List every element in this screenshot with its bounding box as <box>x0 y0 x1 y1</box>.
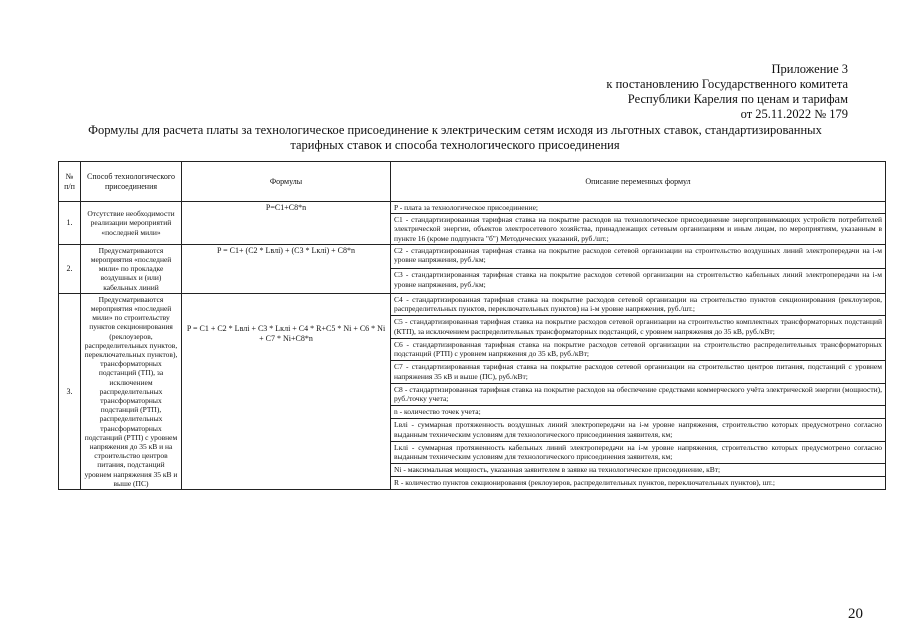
row-1-formula: P=C1+C8*n <box>182 202 391 245</box>
header-num: № п/п <box>59 162 81 202</box>
appendix-line-3: Республики Карелия по ценам и тарифам <box>627 92 848 106</box>
row-3-desc-1: C4 - стандартизированная тарифная ставка на покрытие расходов сетевой организации на строительство пунктов секционирования (реклоузеров, распределительных пунктов, переключательных пунктов) на i-м уровне напряжения, руб./шт.; <box>391 293 886 316</box>
appendix-line-2: к постановлению Государственного комитета <box>606 77 848 91</box>
document-title <box>40 123 870 153</box>
row-3-desc-4: C7 - стандартизированная тарифная ставка на покрытие расходов сетевой организации на строительство центров питания, подстанций с уровнем напряжения 35 кВ и выше (ПС), руб./кВт; <box>391 361 886 384</box>
row-1-num: 1. <box>59 202 81 245</box>
row-3-desc-10: R - количество пунктов секционирования (реклоузеров, распределительных пунктов, переключательных пунктов), шт.; <box>391 477 886 490</box>
row-2-formula: P = C1+ (C2 * Lвлi) + (C3 * Lклi) + C8*n <box>182 244 391 293</box>
formulas-table <box>58 161 886 490</box>
row-2-method: Предусматриваются мероприятия «последней мили» по прокладке воздушных и (или) кабельных линий <box>81 244 182 293</box>
row-3-desc-6: n - количество точек учета; <box>391 406 886 419</box>
table-header-row <box>59 162 886 202</box>
table-row <box>59 244 886 269</box>
appendix-reference <box>488 62 848 122</box>
row-3-desc-9: Ni - максимальная мощность, указанная заявителем в заявке на технологическое присоединение, кВт; <box>391 464 886 477</box>
document-title-line-2: тарифных ставок и способа технологического присоединения <box>290 138 620 152</box>
row-2-num: 2. <box>59 244 81 293</box>
table-row <box>59 202 886 214</box>
table-row <box>59 293 886 316</box>
document-title-line-1: Формулы для расчета платы за технологическое присоединение к электрическим сетям исходя из льготных ставок, стандартизированных <box>88 123 822 137</box>
row-3-num: 3. <box>59 293 81 489</box>
header-description: Описание переменных формул <box>391 162 886 202</box>
row-3-desc-5: C8 - стандартизированная тарифная ставка на покрытие расходов на обеспечение средствами коммерческого учёта электрической энергии (мощности), руб./точку учета; <box>391 383 886 406</box>
header-formula: Формулы <box>182 162 391 202</box>
row-1-desc-2: C1 - стандартизированная тарифная ставка на покрытие расходов на технологическое присоединение энергопринимающих устройств потребителей электрической энергии, объектов электросетевого хозяйства, принадлежащих сетевым организациям и иным лицам, по мероприятиям, указанным в пункте 16 (кроме подпункта "б") Методических указаний, руб./шт.; <box>391 214 886 245</box>
row-3-desc-3: C6 - стандартизированная тарифная ставка на покрытие расходов сетевой организации на строительство распределительных трансформаторных подстанций (РТП) с уровнем напряжения до 35 кВ, руб./кВт; <box>391 338 886 361</box>
row-3-method: Предусматриваются мероприятия «последней мили» по строительству пунктов секционирования (реклоузеров, распределительных пунктов, переключательных пунктов), трансформаторных подстанций (ТП), за исключением распределительных трансформаторных подстанций (РТП), распределительных трансформаторных подстанций (РТП) с уровнем напряжения до 35 кВ и на строительство центров питания, подстанций уровнем напряжения 35 кВ и выше (ПС) <box>81 293 182 489</box>
row-2-desc-1: C2 - стандартизированная тарифная ставка на покрытие расходов сетевой организации на строительство воздушных линий электропередачи на i-м уровне напряжения, руб./км; <box>391 244 886 269</box>
appendix-line-1: Приложение 3 <box>771 62 848 76</box>
appendix-line-4: от 25.11.2022 № 179 <box>740 107 848 121</box>
page-number: 20 <box>848 606 863 622</box>
row-1-desc-1: P - плата за технологическое присоединение; <box>391 202 886 214</box>
row-3-formula: P = C1 + C2 * Lвлi + C3 * Lклi + C4 * R+C5 * Ni + C6 * Ni + C7 * Ni+C8*n <box>182 293 391 489</box>
row-2-desc-2: C3 - стандартизированная тарифная ставка на покрытие расходов сетевой организации на строительство кабельных линий электропередачи на i-м уровне напряжения, руб./км; <box>391 269 886 294</box>
row-3-desc-7: Lвлi - суммарная протяженность воздушных линий электропередачи на i-м уровне напряжения, строительство которых предусмотрено согласно выданным техническим условиям для технологического присоединения заявителя, км; <box>391 419 886 442</box>
row-1-method: Отсутствие необходимости реализации мероприятий «последней мили» <box>81 202 182 245</box>
header-method: Способ технологического присоединения <box>81 162 182 202</box>
row-3-desc-8: Lклi - суммарная протяженность кабельных линий электропередачи на i-м уровне напряжения, строительство которых предусмотрено согласно выданным техническим условиям для технологического присоединения заявителя, км; <box>391 441 886 464</box>
row-3-desc-2: C5 - стандартизированная тарифная ставка на покрытие расходов сетевой организации на строительство комплектных трансформаторных подстанций (КТП), за исключением распределительных трансформаторных подстанций, с уровнем напряжения до 35 кВ, руб./кВт; <box>391 316 886 339</box>
